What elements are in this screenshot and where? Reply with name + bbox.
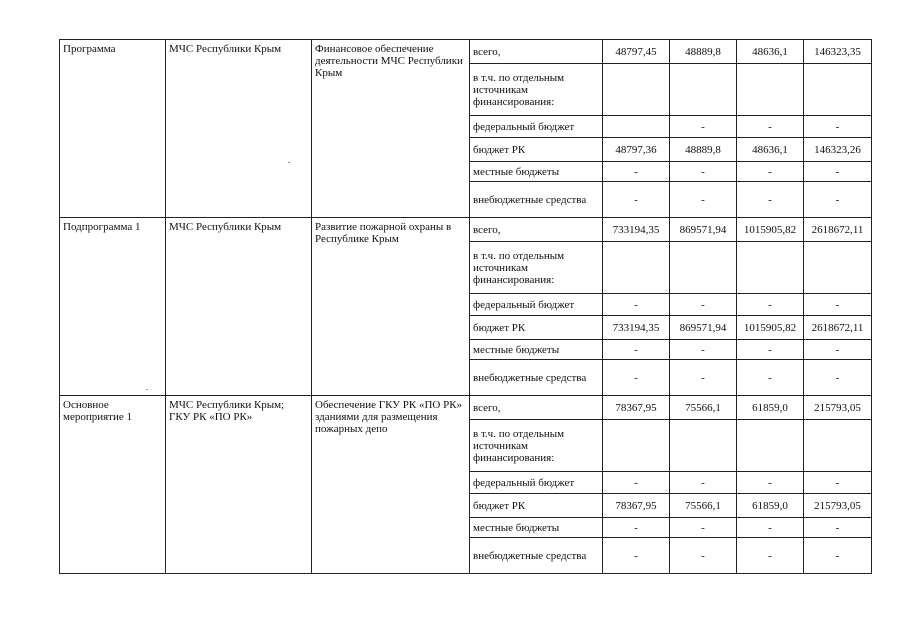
cell-responsible: МЧС Республики Крым (166, 40, 312, 218)
cell-source: местные бюджеты (470, 340, 603, 360)
cell-source: в т.ч. по отдельным источникам финансирования: (470, 242, 603, 294)
cell-value-total: - (804, 162, 872, 182)
cell-value-total: 2618672,11 (804, 218, 872, 242)
cell-value-total: 146323,35 (804, 40, 872, 64)
cell-value-year-2: - (670, 116, 737, 138)
cell-value-total: 146323,26 (804, 138, 872, 162)
cell-value-year-2: - (670, 472, 737, 494)
cell-program-name: Программа (60, 40, 166, 218)
cell-value-year-2 (670, 420, 737, 472)
financing-table (59, 39, 872, 574)
table-body (60, 40, 872, 574)
cell-value-total (804, 64, 872, 116)
cell-value-year-1 (603, 420, 670, 472)
cell-source: местные бюджеты (470, 162, 603, 182)
cell-value-year-2: 869571,94 (670, 316, 737, 340)
cell-program-name: Подпрограмма 1 (60, 218, 166, 396)
cell-value-year-1: 48797,45 (603, 40, 670, 64)
cell-value-year-1: 78367,95 (603, 494, 670, 518)
cell-value-year-3: - (737, 360, 804, 396)
cell-value-total: 215793,05 (804, 494, 872, 518)
cell-responsible: МЧС Республики Крым; ГКУ РК «ПО РК» (166, 396, 312, 574)
cell-value-year-3: - (737, 472, 804, 494)
cell-value-year-1: - (603, 538, 670, 574)
scan-speck (146, 389, 148, 390)
table-row-total (60, 218, 872, 242)
cell-value-total: - (804, 182, 872, 218)
cell-value-total (804, 242, 872, 294)
cell-value-total: - (804, 360, 872, 396)
cell-value-total: 2618672,11 (804, 316, 872, 340)
table-row-total (60, 396, 872, 420)
cell-value-year-2: - (670, 294, 737, 316)
cell-value-total: 215793,05 (804, 396, 872, 420)
cell-source: всего, (470, 396, 603, 420)
cell-value-year-1 (603, 64, 670, 116)
cell-value-year-3 (737, 64, 804, 116)
cell-value-total (804, 420, 872, 472)
cell-source: всего, (470, 218, 603, 242)
cell-value-total: - (804, 538, 872, 574)
cell-value-total: - (804, 340, 872, 360)
cell-value-year-1: 48797,36 (603, 138, 670, 162)
cell-source: бюджет РК (470, 316, 603, 340)
cell-source: внебюджетные средства (470, 360, 603, 396)
cell-value-year-2: 75566,1 (670, 396, 737, 420)
cell-value-year-3: - (737, 116, 804, 138)
cell-value-year-2: - (670, 340, 737, 360)
cell-value-total: - (804, 472, 872, 494)
cell-value-year-1: 733194,35 (603, 218, 670, 242)
cell-source: всего, (470, 40, 603, 64)
cell-value-year-3: - (737, 518, 804, 538)
cell-value-year-1 (603, 116, 670, 138)
cell-value-total: - (804, 116, 872, 138)
cell-source: бюджет РК (470, 494, 603, 518)
cell-value-year-2: 48889,8 (670, 138, 737, 162)
cell-program-name: Основное мероприятие 1 (60, 396, 166, 574)
scan-speck (288, 162, 290, 163)
cell-value-year-1: 78367,95 (603, 396, 670, 420)
cell-title: Финансовое обеспечение деятельности МЧС Республики Крым (312, 40, 470, 218)
cell-source: федеральный бюджет (470, 472, 603, 494)
cell-value-year-1: - (603, 360, 670, 396)
cell-value-year-3 (737, 420, 804, 472)
cell-value-year-1: - (603, 518, 670, 538)
cell-value-year-1: 733194,35 (603, 316, 670, 340)
cell-value-year-2: - (670, 162, 737, 182)
cell-value-year-3: - (737, 538, 804, 574)
cell-responsible: МЧС Республики Крым (166, 218, 312, 396)
cell-value-year-3: 1015905,82 (737, 218, 804, 242)
table-row-total (60, 40, 872, 64)
cell-value-year-2: 75566,1 (670, 494, 737, 518)
cell-value-year-3: - (737, 294, 804, 316)
cell-value-year-3: 48636,1 (737, 40, 804, 64)
cell-value-year-2: - (670, 182, 737, 218)
cell-value-year-2 (670, 64, 737, 116)
cell-value-year-2: - (670, 538, 737, 574)
cell-value-year-2: - (670, 360, 737, 396)
cell-value-total: - (804, 518, 872, 538)
cell-value-year-1: - (603, 294, 670, 316)
cell-value-year-1: - (603, 182, 670, 218)
cell-value-year-1 (603, 242, 670, 294)
cell-source: федеральный бюджет (470, 294, 603, 316)
cell-value-year-1: - (603, 340, 670, 360)
cell-value-year-3: - (737, 182, 804, 218)
cell-value-year-1: - (603, 162, 670, 182)
cell-value-total: - (804, 294, 872, 316)
cell-value-year-3: 48636,1 (737, 138, 804, 162)
cell-value-year-1: - (603, 472, 670, 494)
cell-title: Обеспечение ГКУ РК «ПО РК» зданиями для размещения пожарных депо (312, 396, 470, 574)
cell-value-year-2: 48889,8 (670, 40, 737, 64)
cell-source: бюджет РК (470, 138, 603, 162)
cell-value-year-3: - (737, 340, 804, 360)
cell-source: внебюджетные средства (470, 538, 603, 574)
cell-source: федеральный бюджет (470, 116, 603, 138)
cell-source: в т.ч. по отдельным источникам финансирования: (470, 64, 603, 116)
cell-source: внебюджетные средства (470, 182, 603, 218)
cell-value-year-2: 869571,94 (670, 218, 737, 242)
cell-value-year-2 (670, 242, 737, 294)
cell-value-year-3: 1015905,82 (737, 316, 804, 340)
cell-value-year-2: - (670, 518, 737, 538)
cell-title: Развитие пожарной охраны в Республике Крым (312, 218, 470, 396)
cell-source: в т.ч. по отдельным источникам финансирования: (470, 420, 603, 472)
cell-value-year-3 (737, 242, 804, 294)
cell-source: местные бюджеты (470, 518, 603, 538)
cell-value-year-3: - (737, 162, 804, 182)
cell-value-year-3: 61859,0 (737, 494, 804, 518)
cell-value-year-3: 61859,0 (737, 396, 804, 420)
